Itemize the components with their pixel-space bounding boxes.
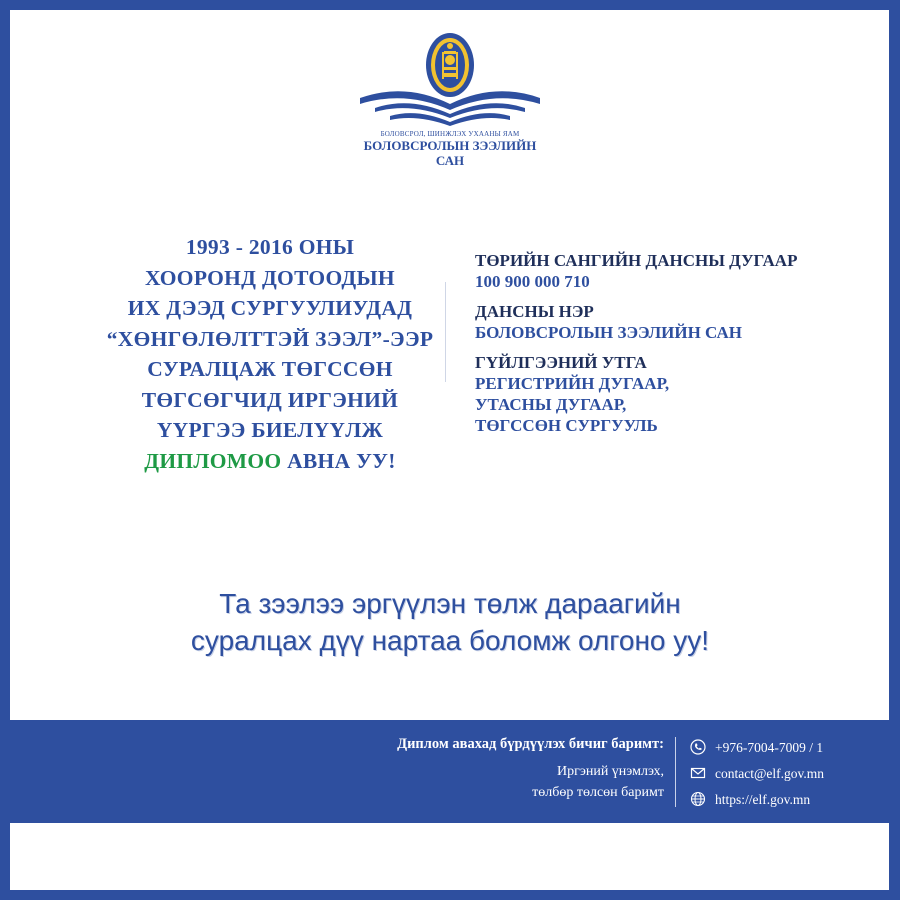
account-name-value: БОЛОВСРОЛЫН ЗЭЭЛИЙН САН <box>475 323 742 342</box>
slogan <box>60 585 840 659</box>
emblem-icon <box>355 30 545 130</box>
transaction-purpose-line: ТӨГССӨН СУРГУУЛЬ <box>475 416 658 435</box>
required-documents-title: Диплом авахад бүрдүүлэх бичиг баримт: <box>397 736 664 752</box>
headline-line: ХООРОНД ДОТООДЫН <box>145 265 395 290</box>
account-info <box>475 250 885 436</box>
contact-website <box>690 786 890 812</box>
vertical-divider <box>445 282 446 382</box>
footer-divider <box>675 737 676 807</box>
website-link[interactable]: https://elf.gov.mn <box>715 791 811 807</box>
account-name-label: ДАНСНЫ НЭР <box>475 302 594 321</box>
transaction-purpose-label: ГҮЙЛГЭЭНИЙ УТГА <box>475 353 647 372</box>
required-document-item: Иргэний үнэмлэх, <box>556 764 664 779</box>
phone-icon <box>690 739 706 755</box>
account-number-value: 100 900 000 710 <box>475 272 590 291</box>
transaction-purpose-line: УТАСНЫ ДУГААР, <box>475 395 627 414</box>
headline-line: ИХ ДЭЭД СУРГУУЛИУДАД <box>127 296 413 320</box>
contact-email <box>690 760 890 786</box>
required-documents <box>300 734 664 803</box>
headline-line-rest: АВНА УУ! <box>281 448 396 473</box>
headline-line <box>60 446 480 477</box>
email-link[interactable]: contact@elf.gov.mn <box>715 765 825 781</box>
contact-phone <box>690 734 890 760</box>
headline-line: “ХӨНГӨЛӨЛТТЭЙ ЗЭЭЛ”-ЭЭР <box>106 326 434 351</box>
bottom-strip <box>10 823 889 890</box>
account-number-label: ТӨРИЙН САНГИЙН ДАНСНЫ ДУГААР <box>475 251 798 270</box>
logo-ministry-text: БОЛОВСРОЛ, ШИНЖЛЭХ УХААНЫ ЯАМ <box>380 130 520 138</box>
email-icon <box>690 766 706 780</box>
required-document-item: төлбөр төлсөн баримт <box>532 785 664 800</box>
headline-block <box>60 232 480 476</box>
logo-org-name-line1: БОЛОВСРОЛЫН ЗЭЭЛИЙН <box>363 138 537 153</box>
globe-icon <box>690 791 706 807</box>
slogan-line: суралцах дүү нартаа боломж олгоно уу! <box>190 625 710 656</box>
contact-info <box>690 734 890 812</box>
headline-line: ҮҮРГЭЭ БИЕЛҮҮЛЖ <box>156 418 384 442</box>
phone-number: +976-7004-7009 / 1 <box>715 739 824 755</box>
headline-line: 1993 - 2016 ОНЫ <box>185 235 355 259</box>
logo-org-name-line2: САН <box>435 153 465 168</box>
headline-line: ТӨГСӨГЧИД ИРГЭНИЙ <box>141 387 399 412</box>
headline-highlight: ДИПЛОМОО <box>144 448 282 473</box>
transaction-purpose-line: РЕГИСТРИЙН ДУГААР, <box>475 374 670 393</box>
headline-line: СУРАЛЦАЖ ТӨГССӨН <box>147 357 393 381</box>
org-logo <box>355 30 545 180</box>
slogan-line: Та зээлээ эргүүлэн төлж дараагийн <box>219 588 681 619</box>
